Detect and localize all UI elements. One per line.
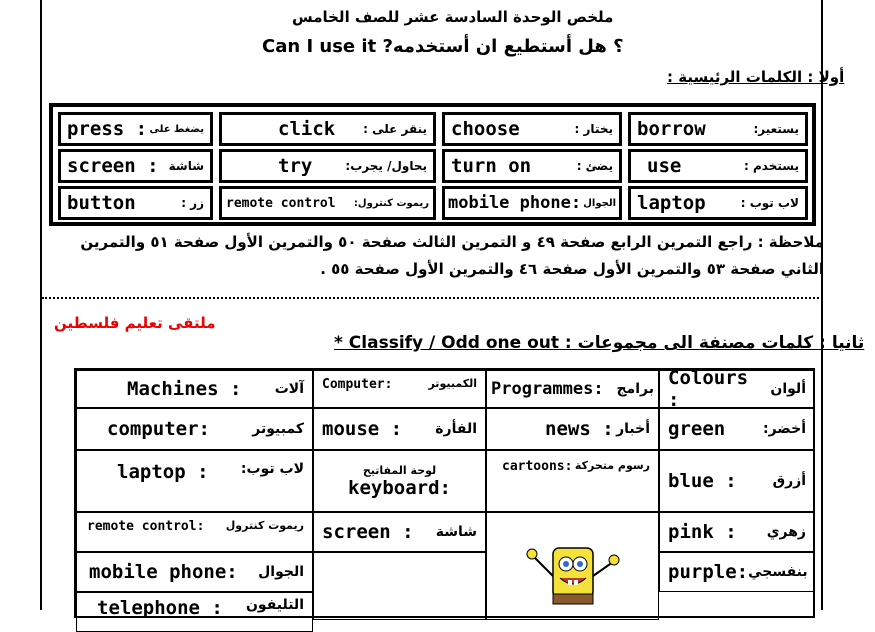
cell-ar: لوحة المفاتيح	[362, 463, 437, 477]
vocab-ar: زر :	[181, 196, 204, 210]
vocab-ar: يحاول/ يجرب:	[345, 159, 427, 173]
machines-item	[76, 512, 313, 552]
cell-en: laptop :	[117, 461, 209, 483]
cell-ar: برامج	[616, 381, 654, 397]
vocab-cell	[58, 186, 213, 220]
cell-ar: التليفون	[245, 597, 304, 613]
cell-ar: أخضر:	[763, 421, 806, 437]
vocab-en: press :	[67, 118, 148, 140]
exercise-note: ملاحظة : راجع التمرين الرابع صفحة ٤٩ و التمرين الثالث صفحة ٥٠ والتمرين الأول صفحة ٥١ والتمرين الثاني صفحة ٥٣ والتمرين الأول صفحة ٤٦ والتمرين الأول صفحة ٥٥ .	[80, 233, 824, 278]
vocab-cell	[442, 149, 622, 183]
cell-en: remote control:	[87, 519, 205, 534]
cell-ar: زهري	[766, 524, 806, 540]
classify-table	[74, 368, 815, 618]
vocab-ar: يضئ :	[576, 159, 613, 173]
section-divider	[42, 297, 823, 299]
machines-item	[76, 450, 313, 512]
vocabulary-table	[49, 103, 816, 226]
cell-en: telephone :	[97, 597, 223, 619]
cell-ar: أزرق	[772, 473, 806, 489]
cell-en: keyboard:	[348, 476, 451, 499]
vocab-en: try	[278, 155, 313, 177]
vocab-cell	[58, 149, 213, 183]
worksheet-title: ملخص الوحدة السادسة عشر للصف الخامس	[292, 8, 614, 26]
programmes-header	[486, 370, 659, 408]
cell-en: mouse :	[322, 418, 403, 440]
vocab-ar: ريموت كنترول:	[353, 197, 429, 209]
vocab-cell	[628, 112, 808, 146]
cell-ar: الجوال	[258, 564, 304, 580]
cell-ar: كمبيوتر	[252, 421, 304, 437]
vocab-en: remote control	[226, 195, 336, 211]
computer-item	[313, 512, 486, 552]
colours-item	[659, 552, 815, 592]
vocab-ar: يستعير:	[753, 122, 799, 136]
vocab-en: screen :	[67, 155, 159, 177]
colours-header	[659, 367, 815, 411]
vocab-ar: يختار :	[574, 122, 613, 136]
cartoon-character-image	[518, 536, 628, 616]
programmes-item	[486, 450, 659, 512]
section2-heading: * Classify / Odd one out : ثانيا : كلمات مصنفة الى مجموعات	[334, 333, 865, 353]
colours-item	[659, 408, 815, 450]
vocab-cell	[58, 112, 213, 146]
cell-ar: ريموت كنترول	[225, 519, 304, 532]
machines-item	[76, 552, 313, 592]
cell-en: computer:	[107, 418, 210, 440]
vocab-en: choose	[451, 118, 520, 140]
cell-ar: أخبار	[616, 421, 650, 437]
cell-en: Machines :	[127, 378, 242, 400]
cell-en: Computer:	[322, 377, 393, 392]
programmes-item	[486, 408, 659, 450]
vocab-en: use	[647, 155, 682, 177]
vocab-en: button	[67, 192, 136, 214]
cell-en: pink :	[668, 521, 737, 543]
brand-label: ملتقى تعليم فلسطين	[54, 314, 216, 332]
colours-item	[659, 450, 815, 512]
cell-en: cartoons:	[502, 459, 573, 474]
cell-ar: آلات	[274, 381, 304, 397]
colours-item	[659, 512, 815, 552]
worksheet-page	[40, 0, 865, 619]
cell-en: Programmes:	[491, 379, 604, 399]
vocab-en: borrow	[637, 118, 706, 140]
vocab-en: mobile phone:	[448, 193, 582, 213]
cell-ar: الفأرة	[435, 421, 477, 437]
cell-ar: بنفسجي	[748, 564, 808, 580]
vocab-cell	[442, 112, 622, 146]
vocab-ar: ينقر على :	[363, 122, 427, 136]
machines-item	[76, 592, 313, 632]
vocab-cell	[219, 186, 436, 220]
cell-ar: الكمبيوتر	[428, 377, 477, 390]
programmes-image-cell	[486, 512, 659, 620]
worksheet-question: Can I use it ?؟ هل أستطيع ان أستخدمه	[262, 36, 624, 57]
cell-ar: شاشة	[435, 524, 477, 540]
vocab-ar: شاشة	[168, 159, 204, 173]
computer-item	[313, 450, 486, 512]
computer-item	[313, 408, 486, 450]
vocab-ar: يضغط على	[149, 123, 204, 135]
vocab-en: turn on	[451, 155, 532, 177]
vocab-cell	[219, 112, 436, 146]
cell-en: green	[668, 418, 726, 440]
vocab-cell	[442, 186, 622, 220]
vocab-ar: الجوال	[583, 197, 616, 209]
cell-ar: ألوان	[770, 381, 806, 397]
cell-en: screen :	[322, 521, 414, 543]
vocab-cell	[628, 186, 808, 220]
computer-header	[313, 370, 486, 408]
vocab-ar: يستخدم :	[744, 159, 799, 173]
vocab-en: click	[278, 118, 336, 140]
machines-item	[76, 408, 313, 450]
cell-en: blue :	[668, 470, 737, 492]
cell-en: Colours :	[668, 367, 749, 411]
cell-ar: رسوم متحركة	[574, 459, 650, 472]
vocab-ar: لاب توب :	[740, 196, 799, 210]
cell-en: mobile phone:	[89, 561, 238, 583]
vocab-cell	[219, 149, 436, 183]
machines-header	[76, 370, 313, 408]
cell-en: purple:	[668, 561, 749, 583]
section1-heading: أولا : الكلمات الرئيسية :	[667, 68, 845, 86]
cell-ar: لاب توب:	[240, 461, 304, 477]
vocab-en: laptop	[637, 192, 706, 214]
cell-en: news :	[545, 418, 614, 440]
vocab-cell	[628, 149, 808, 183]
